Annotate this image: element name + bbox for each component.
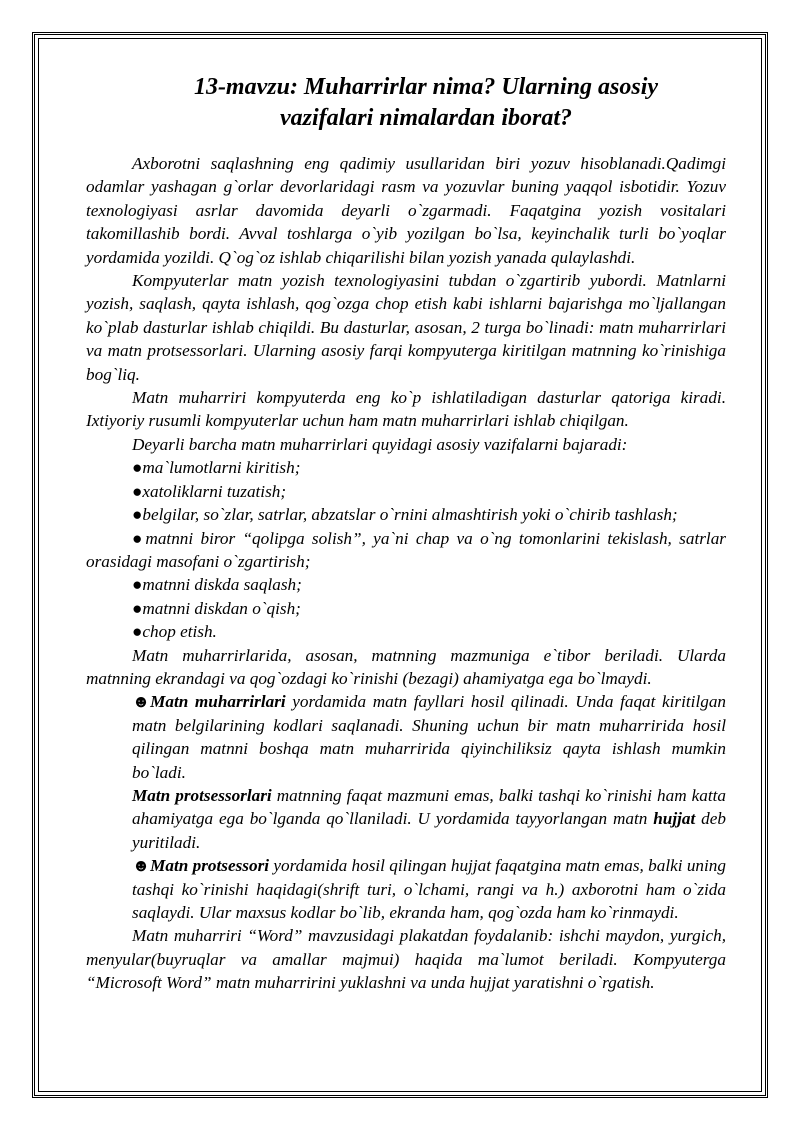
definition-block-editors xyxy=(132,690,726,784)
list-item xyxy=(86,503,726,526)
paragraph-2: Kompyuterlar matn yozish texnologiyasini tubdan o`zgartirib yubordi. Matnlarni yozish, saqlash, qayta ishlash, qog`ozga chop etish kabi ishlarni bajarishga mo`ljallangan ko`plab dasturlar ishlab chiqildi. Bu dasturlar, asosan, 2 turga bo`linadi: matn muharrirlari va matn protsessorlari. Ularning asosiy farqi kompyuterga kiritilgan matnning ko`rinishiga bog`liq. xyxy=(86,271,726,384)
bullet-marker: ● xyxy=(132,598,143,618)
paragraph-5: Matn muharrirlarida, asosan, matnning mazmuniga e`tibor beriladi. Ularda matnning ekrandagi va qog`ozdagi ko`rinishi (bezagi) ahamiyatga ega bo`lmaydi. xyxy=(86,645,726,688)
bullet-marker: ● xyxy=(132,505,143,525)
paragraph-1: Axborotni saqlashning eng qadimiy usullaridan biri yozuv hisoblanadi.Qadimgi odamlar yashagan g`orlar devorlaridagi rasm va yozuvlar buning yaqqol isbotidir. Yozuv texnologiyasi asrlar davomida deyarli o`zgarmadi. Faqatgina yozish vositalari takomillashib bordi. Avval toshlarga o`yib yozilgan bo`lsa, keyinchalik turli bo`yoqlar yordamida yozildi. Q`og`oz ishlab chiqarilishi bilan yozish yanada qulaylashdi. xyxy=(86,154,726,267)
list-item xyxy=(86,480,726,503)
term-document: hujjat xyxy=(653,809,696,829)
list-item xyxy=(86,620,726,643)
list-item xyxy=(86,527,726,574)
bullet-marker: ● xyxy=(132,528,146,548)
definition-text: yordamida matn fayllari hosil qilinadi. Unda faqat kiritilgan matn belgilarining kodlari saqlanadi. Shuning uchun bir matn muharririda hosil qilingan matnni boshqa matn muharririda qiyinchiliksiz qayta ishlash mumkin bo`ladi. xyxy=(132,692,727,782)
bullet-marker: ● xyxy=(132,575,143,595)
page-title xyxy=(86,72,726,134)
list-item-text: belgilar, so`zlar, satrlar, abzatslar o`rnini almashtirish yoki o`chirib tashlash; xyxy=(142,505,678,525)
smiley-icon: ☻ xyxy=(132,856,151,876)
list-item-text: chop etish. xyxy=(142,622,217,642)
bullet-marker: ● xyxy=(132,481,143,501)
definition-block-processors xyxy=(132,784,726,854)
title-line-1: 13-mavzu: Muharrirlar nima? Ularning asosiy xyxy=(193,74,659,100)
list-item xyxy=(86,456,726,479)
bullet-marker: ● xyxy=(132,622,143,642)
document-body xyxy=(86,72,726,995)
definition-text-end: deb yuritiladi. xyxy=(132,809,726,852)
paragraph-6: Matn muharriri “Word” mavzusidagi plakatdan foydalanib: ishchi maydon, yurgich, menyular(buyruqlar va amallar majmui) haqida ma`lumot beriladi. Kompyuterga “Microsoft Word” matn muharririni yuklashni va unda hujjat yaratishni o`rgatish. xyxy=(86,926,726,993)
list-item-text: matnni biror “qolipga solish”, ya`ni chap va o`ng tomonlarini tekislash, satrlar orasidagi masofani o`zgartirish; xyxy=(86,528,726,571)
paragraph-3: Matn muharriri kompyuterda eng ko`p ishlatiladigan dasturlar qatoriga kiradi. Ixtiyoriy rusumli kompyuterlar uchun ham matn muharrirlari ishlab chiqilgan. xyxy=(86,388,726,431)
list-item-text: xatoliklarni tuzatish; xyxy=(142,481,287,501)
list-item xyxy=(86,573,726,596)
list-item-text: matnni diskdan o`qish; xyxy=(142,598,301,618)
list-item xyxy=(86,597,726,620)
term-text-processors: Matn protsessorlari xyxy=(132,785,272,805)
list-item-text: matnni diskda saqlash; xyxy=(142,575,302,595)
definition-text: matnning faqat mazmuni emas, balki tashqi ko`rinishi ham katta ahamiyatga ega bo`lganda qo`llaniladi. U yordamida tayyorlangan matn xyxy=(132,785,727,829)
definition-text: yordamida hosil qilingan hujjat faqatgina matn emas, balki uning tashqi ko`rinishi haqidagi(shrift turi, o`lchami, rangi va h.) axborotni ham o`zida saqlaydi. Ular maxsus kodlar bo`lib, ekranda ham, qog`ozda ham ko`rinmaydi. xyxy=(132,856,726,922)
term-text-processor: Matn protsessori xyxy=(150,856,270,876)
definition-block-processor xyxy=(132,854,726,924)
bullet-marker: ● xyxy=(132,458,143,478)
paragraph-4: Deyarli barcha matn muharrirlari quyidagi asosiy vazifalarni bajaradi: xyxy=(132,434,628,454)
list-item-text: ma`lumotlarni kiritish; xyxy=(142,458,301,478)
title-line-2: vazifalari nimalardan iborat? xyxy=(279,105,573,131)
smiley-icon: ☻ xyxy=(132,692,151,712)
term-text-editors: Matn muharrirlari xyxy=(150,692,286,712)
